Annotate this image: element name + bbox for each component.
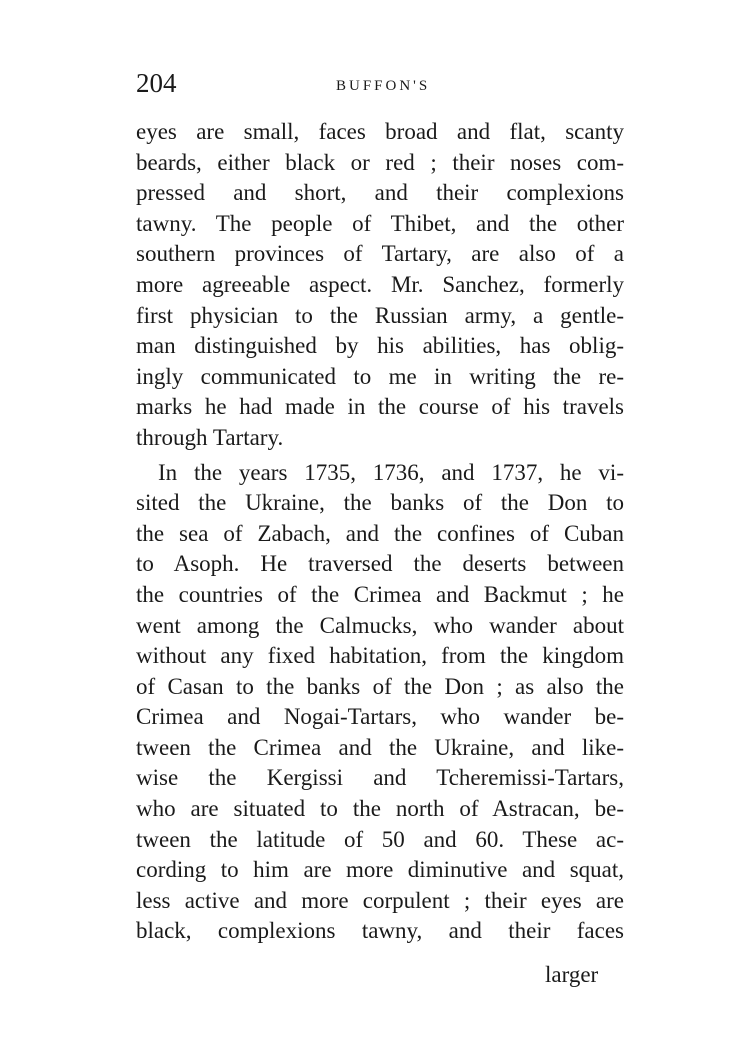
text-line: went among the Calmucks, who wander about bbox=[136, 612, 624, 638]
text-line: black, complexions tawny, and their faces bbox=[136, 918, 624, 944]
text-line: more agreeable aspect. Mr. Sanchez, formerly bbox=[136, 271, 624, 297]
text-line: man distinguished by his abilities, has oblig- bbox=[136, 333, 624, 359]
text-line: who are situated to the north of Astracan, be- bbox=[136, 796, 624, 822]
text-line: eyes are small, faces broad and flat, scanty bbox=[136, 119, 624, 144]
text-line: cording to him are more diminutive and squat, bbox=[136, 857, 624, 883]
text-line: tween the Crimea and the Ukraine, and like- bbox=[136, 734, 624, 760]
page-header bbox=[136, 68, 624, 104]
text-line: through Tartary. bbox=[136, 424, 284, 450]
text-line: In the years 1735, 1736, and 1737, he vi- bbox=[158, 459, 624, 485]
body-text bbox=[136, 117, 624, 947]
text-line: to Asoph. He traversed the deserts between bbox=[136, 551, 624, 577]
text-line: Crimea and Nogai-Tartars, who wander be- bbox=[136, 704, 624, 730]
page-number: 204 bbox=[136, 68, 177, 98]
text-line: tween the latitude of 50 and 60. These ac- bbox=[136, 826, 624, 852]
text-line: sited the Ukraine, the banks of the Don to bbox=[136, 490, 624, 516]
text-line: the sea of Zabach, and the confines of Cuban bbox=[136, 520, 624, 546]
text-line: marks he had made in the course of his travels bbox=[136, 394, 624, 420]
text-line: ingly communicated to me in writing the re- bbox=[136, 363, 624, 389]
text-line: the countries of the Crimea and Backmut ; he bbox=[136, 581, 624, 607]
text-line: wise the Kergissi and Tcheremissi-Tartars, bbox=[136, 765, 624, 791]
text-line: beards, either black or red ; their noses com- bbox=[136, 149, 624, 175]
text-line: tawny. The people of Thibet, and the other bbox=[136, 210, 624, 236]
text-line: without any fixed habitation, from the kingdom bbox=[136, 643, 624, 669]
running-head: BUFFON'S bbox=[336, 78, 431, 94]
text-line: first physician to the Russian army, a gentle- bbox=[136, 302, 624, 328]
catchword: larger bbox=[545, 962, 599, 987]
text-line: southern provinces of Tartary, are also of a bbox=[136, 241, 624, 267]
text-line: pressed and short, and their complexions bbox=[136, 180, 624, 206]
text-line: less active and more corpulent ; their eyes are bbox=[136, 887, 624, 913]
text-line: of Casan to the banks of the Don ; as also the bbox=[136, 673, 624, 699]
